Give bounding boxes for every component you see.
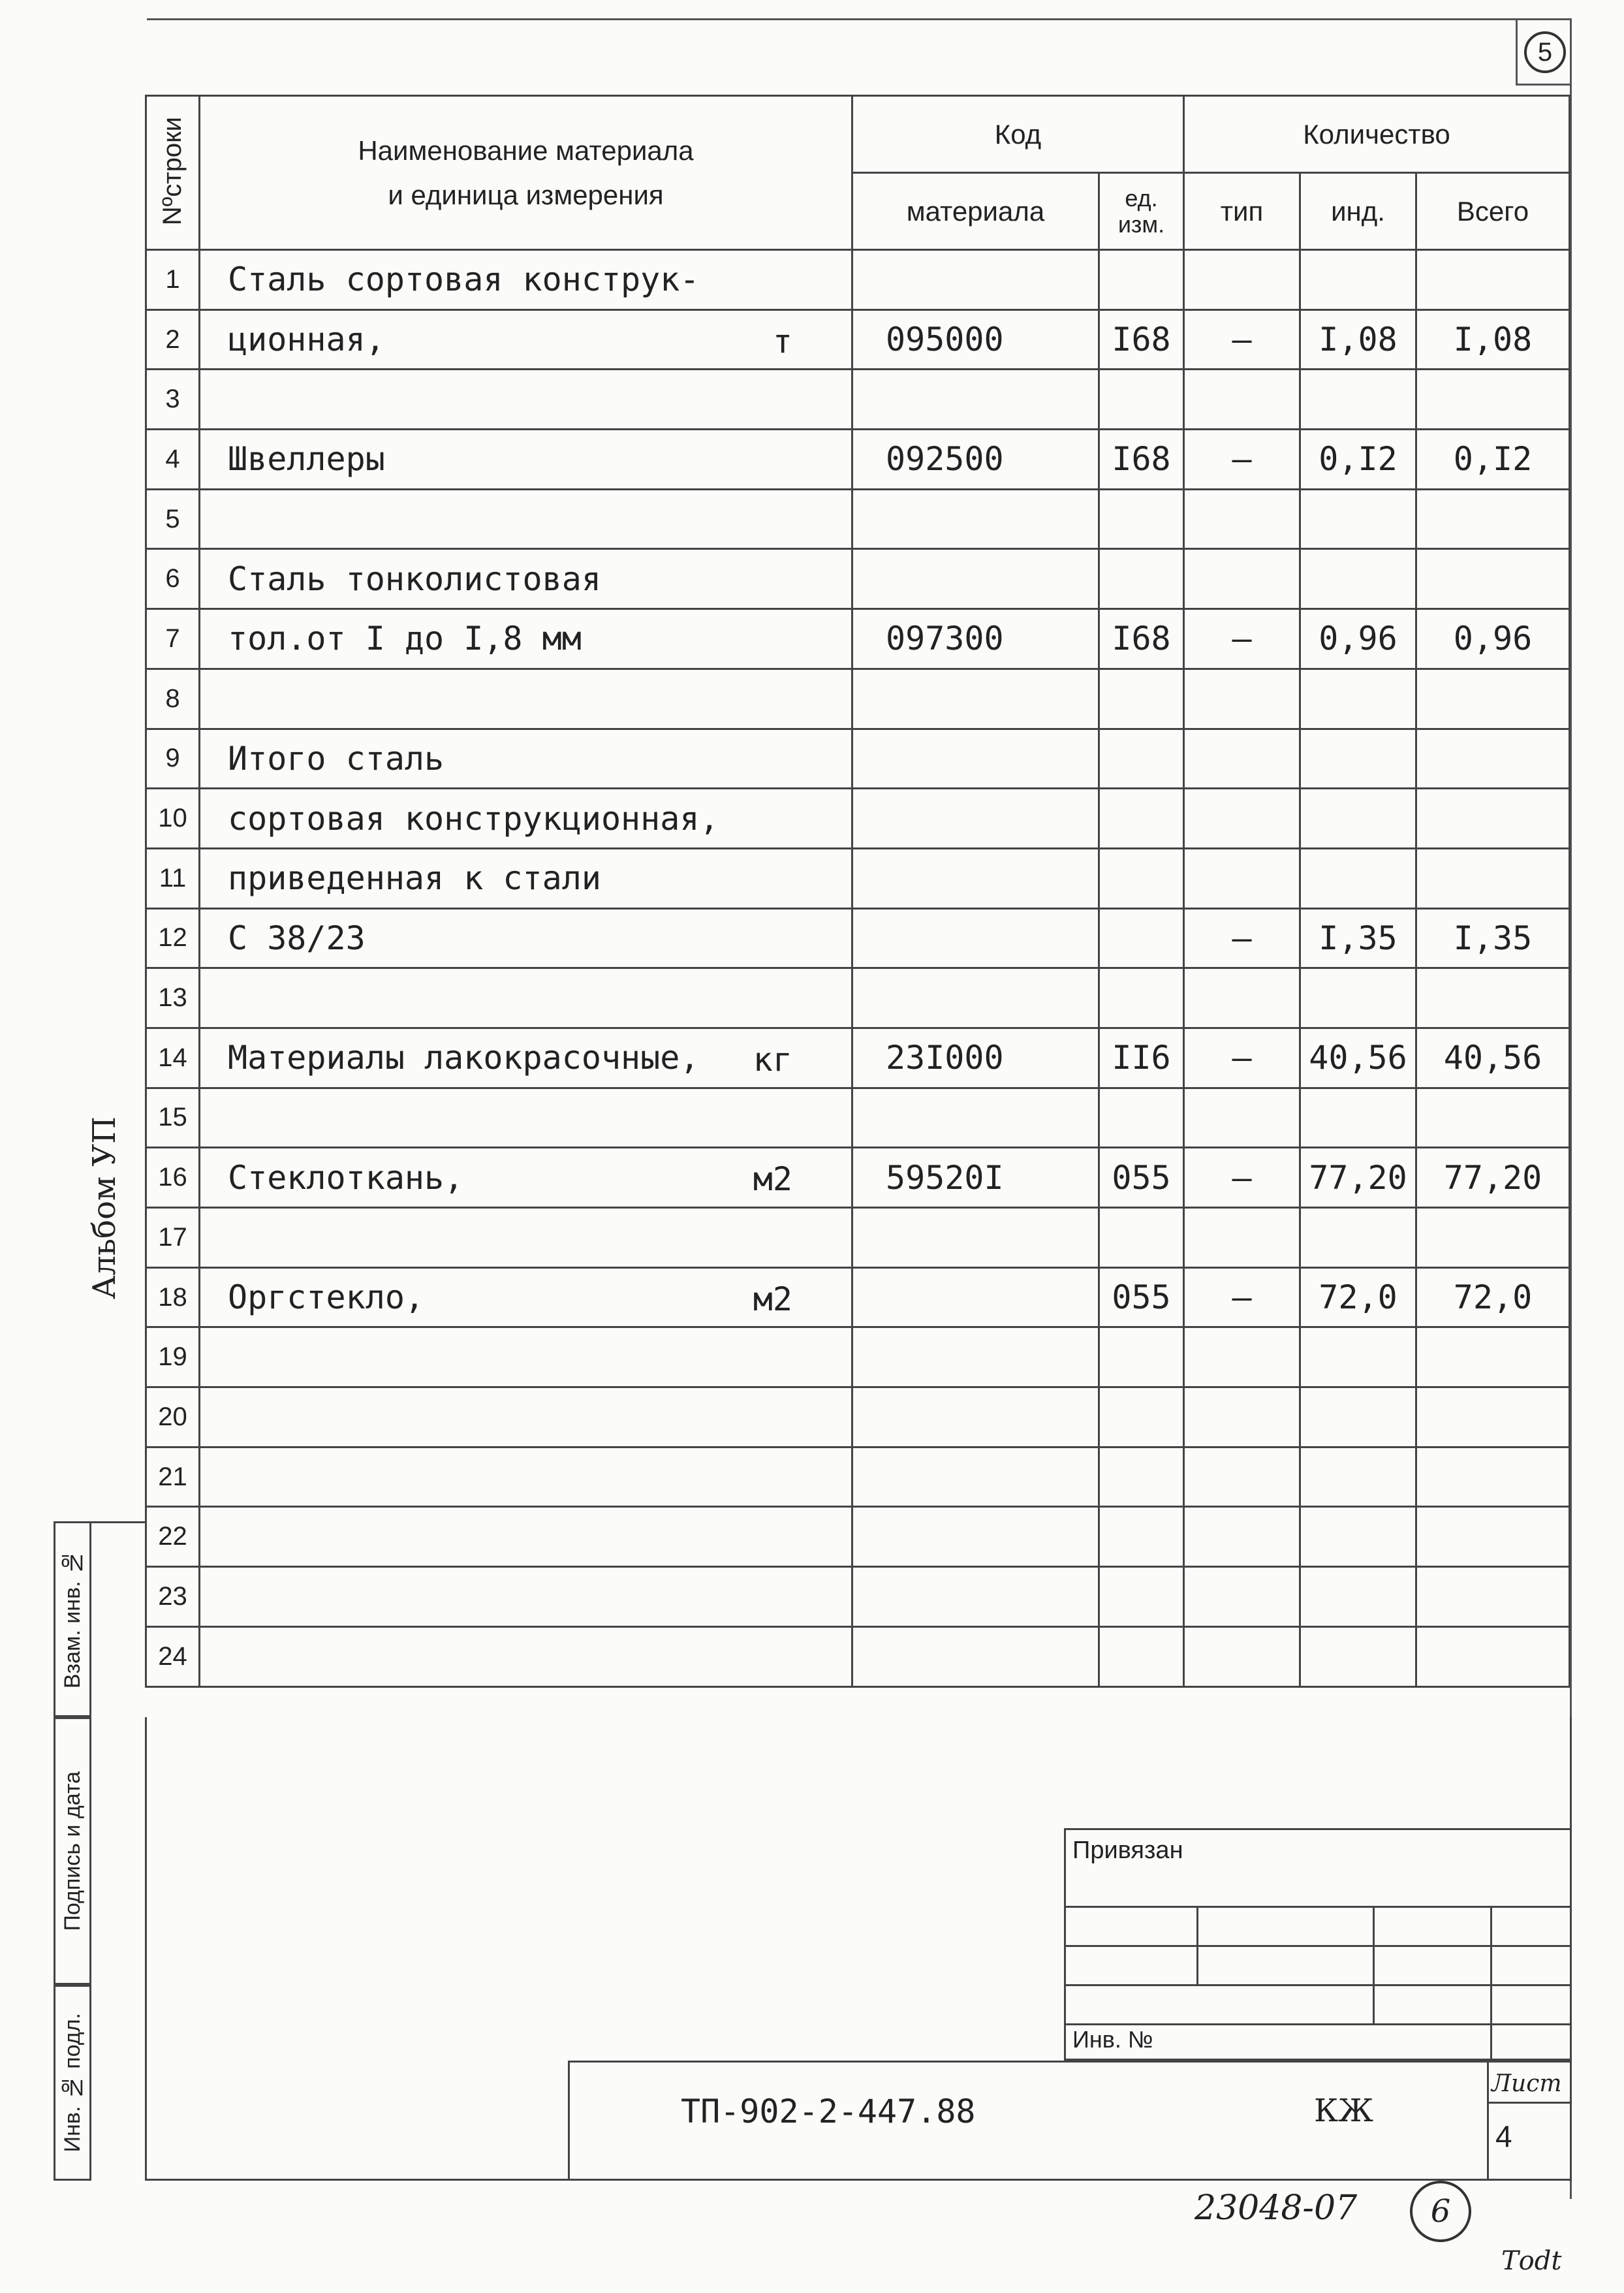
material-name	[200, 1507, 852, 1567]
qty-type	[1184, 1507, 1300, 1567]
row-number: 16	[146, 1148, 200, 1208]
row-number: 8	[146, 669, 200, 729]
qty-type	[1184, 1208, 1300, 1268]
qty-total: 72,0	[1416, 1267, 1570, 1327]
row-number: 7	[146, 609, 200, 669]
table-row	[146, 1567, 1570, 1627]
row-number: 21	[146, 1447, 200, 1507]
material-name	[200, 1327, 852, 1387]
qty-total	[1416, 489, 1570, 549]
qty-total: 0,96	[1416, 609, 1570, 669]
header-code-material: материала	[852, 173, 1099, 250]
material-name-text: ционная,	[228, 321, 385, 359]
qty-type	[1184, 250, 1300, 310]
sheet-number-box	[1516, 18, 1572, 86]
qty-type	[1184, 669, 1300, 729]
qty-total	[1416, 1447, 1570, 1507]
unit-code	[1099, 729, 1184, 789]
material-code	[852, 1507, 1099, 1567]
qty-total	[1416, 1507, 1570, 1567]
material-name-text: С 38/23	[228, 919, 366, 957]
material-code: 092500	[852, 430, 1099, 490]
qty-type	[1184, 968, 1300, 1028]
unit-code	[1099, 1208, 1184, 1268]
material-code	[852, 549, 1099, 609]
row-number: 1	[146, 250, 200, 310]
qty-total	[1416, 1567, 1570, 1627]
unit-of-measure: м2	[753, 1160, 792, 1199]
unit-code: I68	[1099, 609, 1184, 669]
material-name	[200, 729, 852, 789]
qty-total	[1416, 1626, 1570, 1686]
header-name-line2: и единица измерения	[388, 179, 664, 210]
material-name	[200, 309, 852, 370]
table-row	[146, 1088, 1570, 1148]
material-code	[852, 1327, 1099, 1387]
bottom-circle	[1410, 2181, 1471, 2242]
list-separator	[1487, 2063, 1489, 2179]
material-name	[200, 1567, 852, 1627]
header-row-no-label: Nºстроки	[158, 116, 187, 226]
unit-code	[1099, 250, 1184, 310]
unit-of-measure: кг	[753, 1040, 792, 1079]
row-number: 19	[146, 1327, 200, 1387]
material-name-text: сортовая конструкционная,	[228, 799, 719, 838]
material-code: 097300	[852, 609, 1099, 669]
material-code	[852, 1387, 1099, 1447]
material-code	[852, 1208, 1099, 1268]
material-code	[852, 669, 1099, 729]
qty-ind	[1300, 1088, 1416, 1148]
material-name-text: Оргстекло,	[228, 1278, 425, 1317]
unit-code	[1099, 1507, 1184, 1567]
header-row-1	[146, 96, 1570, 173]
material-name	[200, 609, 852, 669]
material-name	[200, 968, 852, 1028]
unit-code: 055	[1099, 1148, 1184, 1208]
unit-code	[1099, 908, 1184, 968]
qty-total	[1416, 1387, 1570, 1447]
privyazan-block	[1064, 1828, 1572, 2061]
header-code-unit: ед. изм.	[1099, 173, 1184, 250]
qty-type	[1184, 370, 1300, 430]
material-name	[200, 1088, 852, 1148]
material-name	[200, 669, 852, 729]
album-label-box	[78, 1110, 131, 1306]
table-row	[146, 669, 1570, 729]
header-qty-type: тип	[1184, 173, 1300, 250]
material-name	[200, 908, 852, 968]
table-row	[146, 1387, 1570, 1447]
qty-type	[1184, 848, 1300, 908]
material-code	[852, 1088, 1099, 1148]
row-number: 14	[146, 1028, 200, 1088]
material-name	[200, 1387, 852, 1447]
table-row	[146, 250, 1570, 310]
qty-total	[1416, 370, 1570, 430]
material-name-text: Материалы лакокрасочные,	[228, 1039, 700, 1077]
table-row	[146, 848, 1570, 908]
qty-ind: 72,0	[1300, 1267, 1416, 1327]
row-number: 4	[146, 430, 200, 490]
unit-code	[1099, 1447, 1184, 1507]
header-qty-ind: инд.	[1300, 173, 1416, 250]
header-row-no	[146, 96, 200, 250]
qty-type	[1184, 729, 1300, 789]
signature-date-box	[54, 1717, 91, 1985]
qty-ind	[1300, 1626, 1416, 1686]
frame-top-line	[147, 18, 1570, 20]
table-row	[146, 309, 1570, 370]
qty-total	[1416, 1088, 1570, 1148]
list-hline	[1487, 2102, 1572, 2104]
list-label: Лист	[1491, 2070, 1562, 2097]
qty-ind	[1300, 549, 1416, 609]
table-row	[146, 1626, 1570, 1686]
table-row	[146, 1267, 1570, 1327]
qty-ind	[1300, 1447, 1416, 1507]
qty-type	[1184, 789, 1300, 849]
qty-ind	[1300, 669, 1416, 729]
material-code	[852, 1626, 1099, 1686]
material-name	[200, 370, 852, 430]
qty-ind	[1300, 1327, 1416, 1387]
qty-ind	[1300, 848, 1416, 908]
inv-podl-box	[54, 1985, 91, 2181]
privyazan-line-4	[1066, 2023, 1570, 2025]
table-row	[146, 1447, 1570, 1507]
qty-type	[1184, 1626, 1300, 1686]
unit-code: 055	[1099, 1267, 1184, 1327]
table-row	[146, 729, 1570, 789]
unit-code	[1099, 1387, 1184, 1447]
unit-code	[1099, 1088, 1184, 1148]
material-name-text: тол.от I до I,8 мм	[228, 620, 582, 658]
header-name-line1: Наименование материала	[358, 134, 694, 166]
title-block	[568, 2061, 1572, 2181]
unit-code: I68	[1099, 309, 1184, 370]
unit-code	[1099, 1327, 1184, 1387]
material-name	[200, 430, 852, 490]
material-name	[200, 789, 852, 849]
qty-ind: I,08	[1300, 309, 1416, 370]
qty-total: 40,56	[1416, 1028, 1570, 1088]
qty-total	[1416, 1208, 1570, 1268]
unit-code	[1099, 370, 1184, 430]
material-code	[852, 1567, 1099, 1627]
material-name-text: Итого сталь	[228, 739, 445, 778]
qty-type	[1184, 1327, 1300, 1387]
qty-total	[1416, 549, 1570, 609]
inv-podl-label: Инв. № подл.	[59, 2013, 85, 2153]
qty-ind	[1300, 1567, 1416, 1627]
table-row	[146, 430, 1570, 490]
qty-ind	[1300, 968, 1416, 1028]
privyazan-label: Привязан	[1072, 1837, 1183, 1864]
table-row	[146, 549, 1570, 609]
row-number: 23	[146, 1567, 200, 1627]
table-row	[146, 1148, 1570, 1208]
row-number: 11	[146, 848, 200, 908]
qty-ind	[1300, 1387, 1416, 1447]
material-code	[852, 848, 1099, 908]
qty-type: –	[1184, 1148, 1300, 1208]
material-name	[200, 250, 852, 310]
row-number: 12	[146, 908, 200, 968]
table-row	[146, 1028, 1570, 1088]
table-row	[146, 789, 1570, 849]
qty-type	[1184, 1387, 1300, 1447]
row-number: 9	[146, 729, 200, 789]
album-label: Альбом УП	[86, 1116, 123, 1299]
header-quantity: Количество	[1184, 96, 1570, 173]
qty-ind: 40,56	[1300, 1028, 1416, 1088]
qty-total: 77,20	[1416, 1148, 1570, 1208]
row-number: 3	[146, 370, 200, 430]
material-code: 23I000	[852, 1028, 1099, 1088]
qty-type	[1184, 489, 1300, 549]
qty-total	[1416, 669, 1570, 729]
qty-type: –	[1184, 1267, 1300, 1327]
material-code	[852, 908, 1099, 968]
material-code	[852, 729, 1099, 789]
row-number: 13	[146, 968, 200, 1028]
qty-ind	[1300, 489, 1416, 549]
materials-table	[145, 95, 1570, 1688]
qty-type: –	[1184, 908, 1300, 968]
material-name-text: Швеллеры	[228, 440, 385, 479]
qty-total: I,35	[1416, 908, 1570, 968]
material-name	[200, 1447, 852, 1507]
vzam-inv-box	[54, 1521, 91, 1717]
material-name	[200, 1148, 852, 1208]
row-number: 5	[146, 489, 200, 549]
material-name-text: приведенная к стали	[228, 859, 601, 898]
material-name	[200, 848, 852, 908]
table-row	[146, 1327, 1570, 1387]
privyazan-line-2	[1066, 1945, 1570, 1947]
material-name-text: Сталь тонколистовая	[228, 560, 601, 598]
unit-code	[1099, 848, 1184, 908]
table-body	[146, 250, 1570, 1687]
qty-total	[1416, 1327, 1570, 1387]
qty-ind	[1300, 1507, 1416, 1567]
unit-code: I68	[1099, 430, 1184, 490]
table-row	[146, 968, 1570, 1028]
row-number: 17	[146, 1208, 200, 1268]
header-qty-total: Всего	[1416, 173, 1570, 250]
qty-ind: I,35	[1300, 908, 1416, 968]
row-number: 15	[146, 1088, 200, 1148]
material-code: 59520I	[852, 1148, 1099, 1208]
qty-total	[1416, 789, 1570, 849]
qty-ind	[1300, 370, 1416, 430]
material-code	[852, 968, 1099, 1028]
privyazan-vline-2	[1373, 1906, 1375, 2023]
table-row	[146, 609, 1570, 669]
material-code	[852, 370, 1099, 430]
unit-code	[1099, 549, 1184, 609]
material-code	[852, 250, 1099, 310]
privyazan-line-3	[1066, 1984, 1570, 1986]
document-mark: КЖ	[1314, 2093, 1374, 2129]
privyazan-vline-3	[1490, 1906, 1492, 2063]
vzam-inv-label: Взам. инв. №	[59, 1549, 85, 1689]
sheet-number: 5	[1537, 37, 1553, 67]
qty-type	[1184, 1567, 1300, 1627]
table-row	[146, 908, 1570, 968]
material-code	[852, 1447, 1099, 1507]
row-number: 20	[146, 1387, 200, 1447]
qty-ind	[1300, 729, 1416, 789]
material-name	[200, 1626, 852, 1686]
header-name	[200, 96, 852, 250]
material-name	[200, 1208, 852, 1268]
material-code	[852, 789, 1099, 849]
qty-ind: 77,20	[1300, 1148, 1416, 1208]
material-name-text: Стеклоткань,	[228, 1158, 464, 1197]
sheet-number-circle	[1524, 31, 1566, 73]
qty-total: 0,I2	[1416, 430, 1570, 490]
corner-initials: Тоdt	[1501, 2246, 1562, 2276]
table-row	[146, 489, 1570, 549]
unit-code: II6	[1099, 1028, 1184, 1088]
material-code: 095000	[852, 309, 1099, 370]
header-code: Код	[852, 96, 1184, 173]
unit-code	[1099, 789, 1184, 849]
qty-ind	[1300, 789, 1416, 849]
material-name	[200, 549, 852, 609]
qty-total	[1416, 968, 1570, 1028]
privyazan-vline-1	[1196, 1906, 1198, 1984]
unit-code	[1099, 1567, 1184, 1627]
row-number: 10	[146, 789, 200, 849]
inv-no-label: Инв. №	[1072, 2026, 1153, 2053]
table-row	[146, 1208, 1570, 1268]
unit-of-measure: м2	[753, 1280, 792, 1318]
material-name	[200, 1028, 852, 1088]
qty-ind: 0,96	[1300, 609, 1416, 669]
table-row	[146, 370, 1570, 430]
side-connector-line	[91, 1521, 147, 1523]
qty-total	[1416, 729, 1570, 789]
qty-ind	[1300, 250, 1416, 310]
row-number: 18	[146, 1267, 200, 1327]
qty-type	[1184, 1088, 1300, 1148]
material-code	[852, 1267, 1099, 1327]
unit-code	[1099, 489, 1184, 549]
material-name	[200, 1267, 852, 1327]
qty-type	[1184, 549, 1300, 609]
qty-type: –	[1184, 309, 1300, 370]
row-number: 24	[146, 1626, 200, 1686]
table-row	[146, 1507, 1570, 1567]
row-number: 2	[146, 309, 200, 370]
signature-date-label: Подпись и дата	[59, 1771, 85, 1931]
row-number: 6	[146, 549, 200, 609]
unit-code	[1099, 1626, 1184, 1686]
unit-code	[1099, 968, 1184, 1028]
qty-ind: 0,I2	[1300, 430, 1416, 490]
list-number: 4	[1495, 2119, 1512, 2153]
archive-number: 23048-07	[1195, 2189, 1358, 2228]
bottom-circle-number: 6	[1430, 2193, 1451, 2230]
unit-code	[1099, 669, 1184, 729]
privyazan-line-1	[1066, 1906, 1570, 1908]
qty-type: –	[1184, 1028, 1300, 1088]
qty-total	[1416, 848, 1570, 908]
row-number: 22	[146, 1507, 200, 1567]
document-code: ТП-902-2-447.88	[681, 2093, 976, 2130]
qty-type	[1184, 1447, 1300, 1507]
material-name	[200, 489, 852, 549]
qty-total: I,08	[1416, 309, 1570, 370]
qty-ind	[1300, 1208, 1416, 1268]
unit-of-measure: т	[772, 322, 792, 360]
material-name-text: Сталь сортовая конструк-	[228, 261, 700, 299]
qty-type: –	[1184, 430, 1300, 490]
qty-type: –	[1184, 609, 1300, 669]
qty-total	[1416, 250, 1570, 310]
material-code	[852, 489, 1099, 549]
